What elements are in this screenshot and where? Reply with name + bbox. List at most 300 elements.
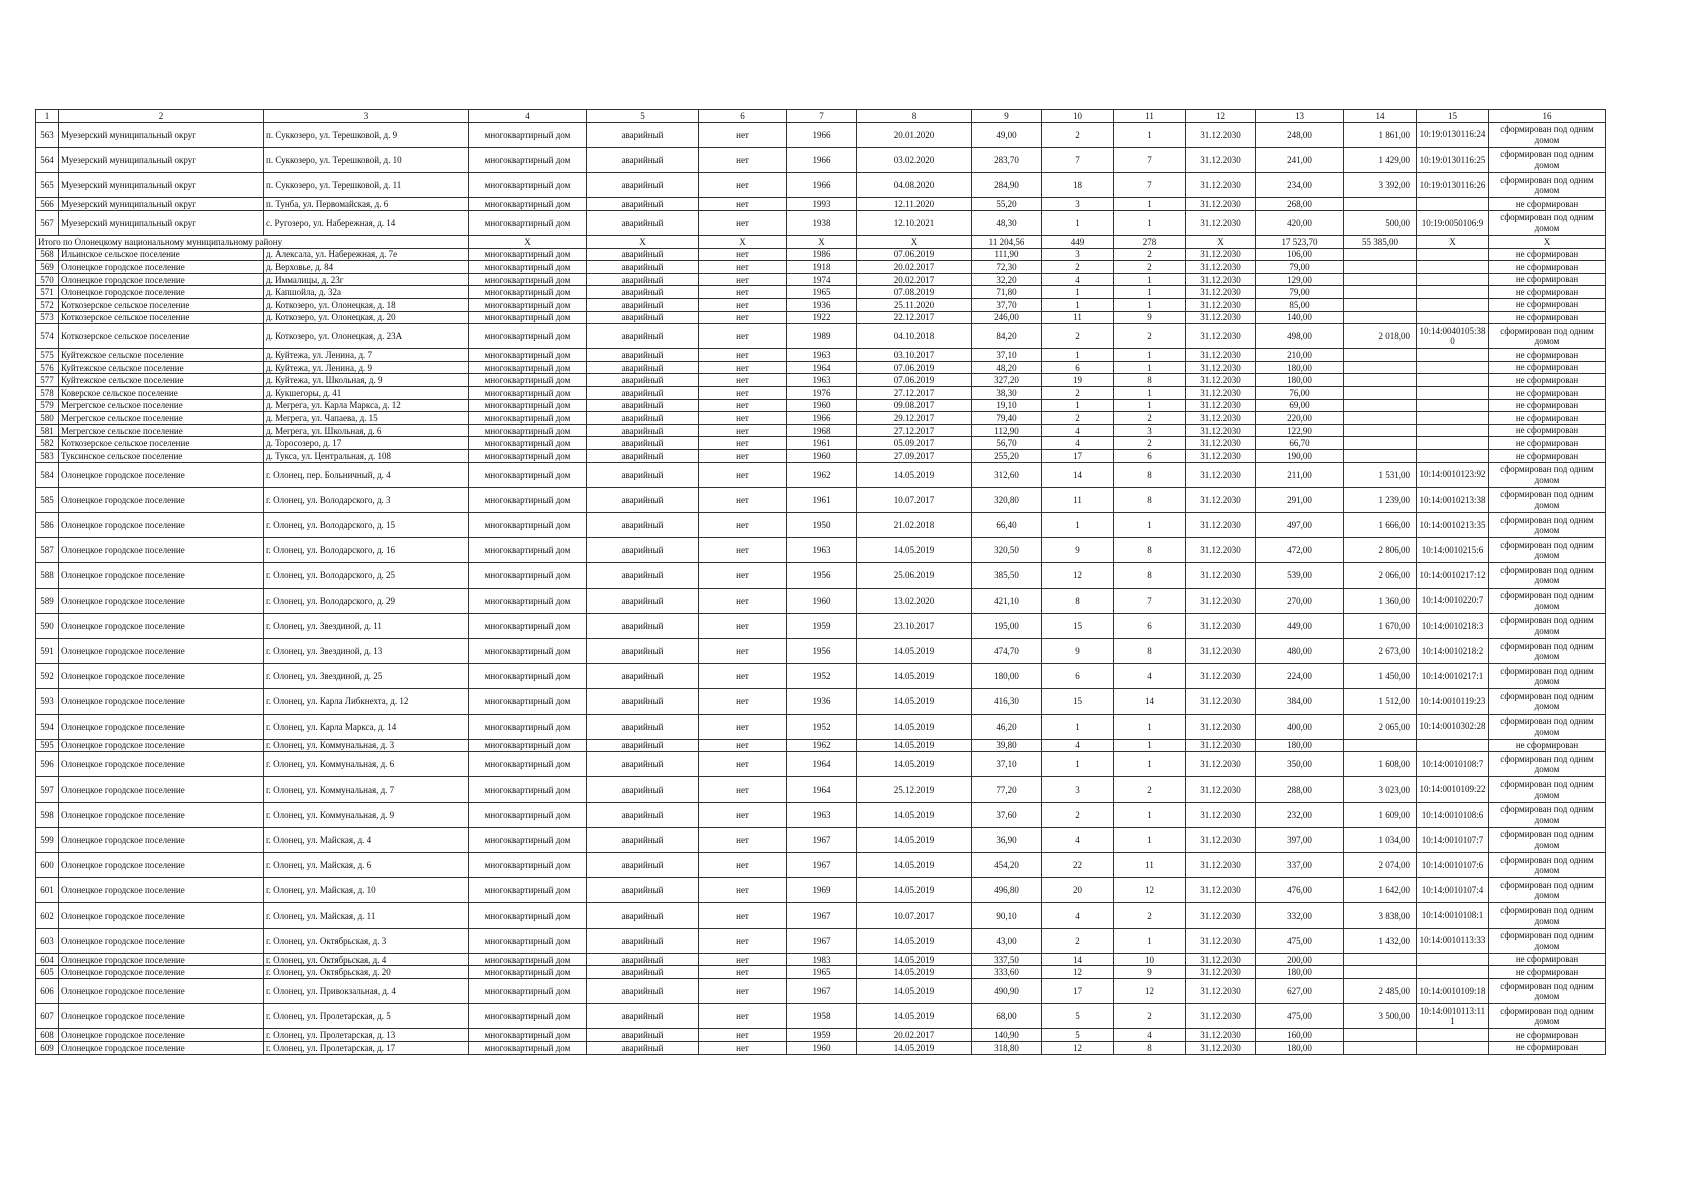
deadline-cell: 31.12.2030: [1186, 563, 1256, 588]
column-14-cell: [1344, 1041, 1417, 1054]
address-cell: г. Олонец, ул. Октябрьская, д. 3: [264, 928, 469, 953]
recognition-date-cell: 14.05.2019: [857, 928, 972, 953]
apartments-cell: 8: [1114, 374, 1186, 387]
area-cell: 55,20: [972, 198, 1042, 211]
condition-cell: аварийный: [587, 424, 699, 437]
land-plot-status-cell: не сформирован: [1489, 198, 1606, 211]
column-6-cell: нет: [699, 387, 787, 400]
recognition-date-cell: 25.06.2019: [857, 563, 972, 588]
year-built-cell: 1976: [787, 387, 857, 400]
row-number-cell: 587: [36, 538, 59, 563]
column-13-cell: 498,00: [1256, 324, 1344, 349]
column-14-cell: 1 450,00: [1344, 664, 1417, 689]
address-cell: д. Верховье, д. 84: [264, 261, 469, 274]
column-6-cell: нет: [699, 248, 787, 261]
cadastral-number-cell: 10:14:0010109:18: [1417, 978, 1489, 1003]
column-number-cell: 16: [1489, 110, 1606, 123]
column-14-cell: 1 512,00: [1344, 689, 1417, 714]
condition-cell: аварийный: [587, 122, 699, 147]
recognition-date-cell: X: [857, 235, 972, 248]
deadline-cell: 31.12.2030: [1186, 147, 1256, 172]
column-6-cell: нет: [699, 437, 787, 450]
cadastral-number-cell: 10:14:0010107:7: [1417, 827, 1489, 852]
condition-cell: аварийный: [587, 664, 699, 689]
building-type-cell: многоквартирный дом: [469, 513, 587, 538]
recognition-date-cell: 03.02.2020: [857, 147, 972, 172]
residents-cell: 11: [1042, 487, 1114, 512]
deadline-cell: 31.12.2030: [1186, 752, 1256, 777]
building-type-cell: многоквартирный дом: [469, 853, 587, 878]
cadastral-number-cell: [1417, 273, 1489, 286]
residents-cell: 3: [1042, 777, 1114, 802]
row-number-cell: 594: [36, 714, 59, 739]
column-14-cell: [1344, 412, 1417, 425]
table-row: [36, 122, 1606, 147]
column-6-cell: нет: [699, 450, 787, 463]
apartments-cell: 1: [1114, 802, 1186, 827]
land-plot-status-cell: сформирован под одним домом: [1489, 538, 1606, 563]
apartments-cell: 1: [1114, 286, 1186, 299]
year-built-cell: 1967: [787, 827, 857, 852]
apartments-cell: 7: [1114, 172, 1186, 197]
area-cell: 36,90: [972, 827, 1042, 852]
municipality-cell: Олонецкое городское поселение: [59, 739, 264, 752]
column-14-cell: 2 065,00: [1344, 714, 1417, 739]
deadline-cell: 31.12.2030: [1186, 588, 1256, 613]
apartments-cell: 8: [1114, 462, 1186, 487]
column-14-cell: 1 239,00: [1344, 487, 1417, 512]
municipality-cell: Муезерский муниципальный округ: [59, 210, 264, 235]
municipality-cell: Олонецкое городское поселение: [59, 878, 264, 903]
apartments-cell: 1: [1114, 210, 1186, 235]
recognition-date-cell: 14.05.2019: [857, 752, 972, 777]
recognition-date-cell: 25.11.2020: [857, 298, 972, 311]
column-6-cell: нет: [699, 739, 787, 752]
condition-cell: аварийный: [587, 953, 699, 966]
column-6-cell: нет: [699, 903, 787, 928]
deadline-cell: 31.12.2030: [1186, 878, 1256, 903]
land-plot-status-cell: не сформирован: [1489, 286, 1606, 299]
address-cell: г. Олонец, ул. Октябрьская, д. 20: [264, 966, 469, 979]
table-row: [36, 827, 1606, 852]
condition-cell: аварийный: [587, 298, 699, 311]
cadastral-number-cell: 10:14:0010213:38: [1417, 487, 1489, 512]
year-built-cell: 1922: [787, 311, 857, 324]
column-13-cell: 211,00: [1256, 462, 1344, 487]
address-cell: с. Ругозеро, ул. Набережная, д. 14: [264, 210, 469, 235]
building-type-cell: многоквартирный дом: [469, 387, 587, 400]
residents-cell: 12: [1042, 966, 1114, 979]
municipality-cell: Олонецкое городское поселение: [59, 487, 264, 512]
deadline-cell: 31.12.2030: [1186, 399, 1256, 412]
year-built-cell: 1960: [787, 450, 857, 463]
column-13-cell: 160,00: [1256, 1029, 1344, 1042]
area-cell: 37,10: [972, 752, 1042, 777]
area-cell: 79,40: [972, 412, 1042, 425]
residents-cell: 11: [1042, 311, 1114, 324]
deadline-cell: 31.12.2030: [1186, 487, 1256, 512]
deadline-cell: 31.12.2030: [1186, 1029, 1256, 1042]
column-number-cell: 10: [1042, 110, 1114, 123]
table-row: [36, 978, 1606, 1003]
recognition-date-cell: 14.05.2019: [857, 966, 972, 979]
apartments-cell: 12: [1114, 978, 1186, 1003]
condition-cell: аварийный: [587, 286, 699, 299]
area-cell: 111,90: [972, 248, 1042, 261]
condition-cell: аварийный: [587, 978, 699, 1003]
apartments-cell: 1: [1114, 752, 1186, 777]
building-type-cell: многоквартирный дом: [469, 450, 587, 463]
table-row: [36, 777, 1606, 802]
building-type-cell: многоквартирный дом: [469, 324, 587, 349]
table-row: [36, 374, 1606, 387]
municipality-cell: Ильинское сельское поселение: [59, 248, 264, 261]
row-number-cell: 564: [36, 147, 59, 172]
deadline-cell: 31.12.2030: [1186, 349, 1256, 362]
cadastral-number-cell: 10:14:0010107:6: [1417, 853, 1489, 878]
address-cell: г. Олонец, ул. Звездиной, д. 13: [264, 638, 469, 663]
deadline-cell: 31.12.2030: [1186, 928, 1256, 953]
municipality-cell: Олонецкое городское поселение: [59, 563, 264, 588]
condition-cell: аварийный: [587, 374, 699, 387]
building-type-cell: многоквартирный дом: [469, 462, 587, 487]
building-type-cell: многоквартирный дом: [469, 978, 587, 1003]
land-plot-status-cell: сформирован под одним домом: [1489, 978, 1606, 1003]
cadastral-number-cell: 10:14:0010113:33: [1417, 928, 1489, 953]
residents-cell: 19: [1042, 374, 1114, 387]
column-6-cell: нет: [699, 147, 787, 172]
residents-cell: 14: [1042, 462, 1114, 487]
address-cell: д. Торосозеро, д. 17: [264, 437, 469, 450]
column-6-cell: нет: [699, 462, 787, 487]
cadastral-number-cell: 10:19:0130116:26: [1417, 172, 1489, 197]
apartments-cell: 4: [1114, 1029, 1186, 1042]
apartments-cell: 8: [1114, 563, 1186, 588]
land-plot-status-cell: не сформирован: [1489, 349, 1606, 362]
cadastral-number-cell: 10:14:0010123:92: [1417, 462, 1489, 487]
cadastral-number-cell: 10:14:0010108:1: [1417, 903, 1489, 928]
row-number-cell: 579: [36, 399, 59, 412]
land-plot-status-cell: сформирован под одним домом: [1489, 664, 1606, 689]
building-type-cell: многоквартирный дом: [469, 374, 587, 387]
table-row: [36, 878, 1606, 903]
address-cell: г. Олонец, ул. Карла Маркса, д. 14: [264, 714, 469, 739]
table-row: [36, 588, 1606, 613]
residents-cell: 1: [1042, 752, 1114, 777]
column-13-cell: 76,00: [1256, 387, 1344, 400]
municipality-cell: Олонецкое городское поселение: [59, 462, 264, 487]
total-label-cell: Итого по Олонецкому национальному муниципальному району: [36, 235, 469, 248]
building-type-cell: многоквартирный дом: [469, 298, 587, 311]
recognition-date-cell: 14.05.2019: [857, 878, 972, 903]
table-row: [36, 563, 1606, 588]
cadastral-number-cell: [1417, 261, 1489, 274]
column-number-cell: 15: [1417, 110, 1489, 123]
column-6-cell: нет: [699, 122, 787, 147]
column-13-cell: 400,00: [1256, 714, 1344, 739]
table-row: [36, 802, 1606, 827]
column-number-cell: 6: [699, 110, 787, 123]
column-6-cell: нет: [699, 324, 787, 349]
apartments-cell: 2: [1114, 261, 1186, 274]
row-number-cell: 569: [36, 261, 59, 274]
municipality-cell: Муезерский муниципальный округ: [59, 147, 264, 172]
residents-cell: 2: [1042, 412, 1114, 425]
municipality-cell: Олонецкое городское поселение: [59, 802, 264, 827]
area-cell: 39,80: [972, 739, 1042, 752]
deadline-cell: 31.12.2030: [1186, 361, 1256, 374]
year-built-cell: 1983: [787, 953, 857, 966]
year-built-cell: 1963: [787, 349, 857, 362]
row-number-cell: 589: [36, 588, 59, 613]
column-6-cell: нет: [699, 853, 787, 878]
address-cell: г. Олонец, ул. Володарского, д. 29: [264, 588, 469, 613]
municipality-cell: Мегрегское сельское поселение: [59, 412, 264, 425]
deadline-cell: 31.12.2030: [1186, 374, 1256, 387]
residents-cell: 4: [1042, 739, 1114, 752]
row-number-cell: 598: [36, 802, 59, 827]
table-row: [36, 286, 1606, 299]
cadastral-number-cell: 10:14:0040105:380: [1417, 324, 1489, 349]
residents-cell: 6: [1042, 361, 1114, 374]
column-13-cell: 220,00: [1256, 412, 1344, 425]
column-6-cell: нет: [699, 424, 787, 437]
column-13-cell: 268,00: [1256, 198, 1344, 211]
column-13-cell: 449,00: [1256, 613, 1344, 638]
table-row: [36, 739, 1606, 752]
recognition-date-cell: 14.05.2019: [857, 1004, 972, 1029]
municipality-cell: Олонецкое городское поселение: [59, 538, 264, 563]
recognition-date-cell: 25.12.2019: [857, 777, 972, 802]
land-plot-status-cell: сформирован под одним домом: [1489, 172, 1606, 197]
apartments-cell: 4: [1114, 664, 1186, 689]
apartments-cell: 1: [1114, 349, 1186, 362]
land-plot-status-cell: сформирован под одним домом: [1489, 928, 1606, 953]
area-cell: 284,90: [972, 172, 1042, 197]
column-6-cell: нет: [699, 286, 787, 299]
land-plot-status-cell: сформирован под одним домом: [1489, 714, 1606, 739]
residents-cell: 14: [1042, 953, 1114, 966]
address-cell: г. Олонец, ул. Коммунальная, д. 7: [264, 777, 469, 802]
column-6-cell: нет: [699, 563, 787, 588]
column-14-cell: [1344, 248, 1417, 261]
address-cell: д. Мегрега, ул. Школьная, д. 6: [264, 424, 469, 437]
land-plot-status-cell: не сформирован: [1489, 437, 1606, 450]
recognition-date-cell: 07.08.2019: [857, 286, 972, 299]
building-type-cell: X: [469, 235, 587, 248]
area-cell: 46,20: [972, 714, 1042, 739]
deadline-cell: 31.12.2030: [1186, 286, 1256, 299]
area-cell: 19,10: [972, 399, 1042, 412]
deadline-cell: 31.12.2030: [1186, 978, 1256, 1003]
apartments-cell: 7: [1114, 588, 1186, 613]
recognition-date-cell: 04.08.2020: [857, 172, 972, 197]
building-type-cell: многоквартирный дом: [469, 714, 587, 739]
cadastral-number-cell: X: [1417, 235, 1489, 248]
column-14-cell: 3 023,00: [1344, 777, 1417, 802]
deadline-cell: 31.12.2030: [1186, 210, 1256, 235]
table-row: [36, 903, 1606, 928]
housing-register-table: [35, 109, 1606, 1055]
area-cell: 38,30: [972, 387, 1042, 400]
residents-cell: 1: [1042, 298, 1114, 311]
column-13-cell: 210,00: [1256, 349, 1344, 362]
condition-cell: аварийный: [587, 273, 699, 286]
column-14-cell: 3 838,00: [1344, 903, 1417, 928]
year-built-cell: 1969: [787, 878, 857, 903]
residents-cell: 22: [1042, 853, 1114, 878]
column-13-cell: 17 523,70: [1256, 235, 1344, 248]
column-14-cell: 1 608,00: [1344, 752, 1417, 777]
land-plot-status-cell: сформирован под одним домом: [1489, 689, 1606, 714]
column-13-cell: 475,00: [1256, 1004, 1344, 1029]
condition-cell: аварийный: [587, 513, 699, 538]
land-plot-status-cell: сформирован под одним домом: [1489, 563, 1606, 588]
column-14-cell: 3 392,00: [1344, 172, 1417, 197]
column-13-cell: 106,00: [1256, 248, 1344, 261]
column-14-cell: [1344, 953, 1417, 966]
municipality-cell: Мегрегское сельское поселение: [59, 399, 264, 412]
deadline-cell: 31.12.2030: [1186, 462, 1256, 487]
year-built-cell: 1960: [787, 588, 857, 613]
condition-cell: X: [587, 235, 699, 248]
apartments-cell: 1: [1114, 827, 1186, 852]
column-13-cell: 66,70: [1256, 437, 1344, 450]
condition-cell: аварийный: [587, 1041, 699, 1054]
row-number-cell: 584: [36, 462, 59, 487]
building-type-cell: многоквартирный дом: [469, 399, 587, 412]
deadline-cell: 31.12.2030: [1186, 664, 1256, 689]
column-6-cell: нет: [699, 752, 787, 777]
area-cell: 490,90: [972, 978, 1042, 1003]
year-built-cell: 1965: [787, 966, 857, 979]
land-plot-status-cell: не сформирован: [1489, 298, 1606, 311]
column-14-cell: 1 642,00: [1344, 878, 1417, 903]
address-cell: п. Суккозеро, ул. Терешковой, д. 9: [264, 122, 469, 147]
building-type-cell: многоквартирный дом: [469, 412, 587, 425]
apartments-cell: 1: [1114, 298, 1186, 311]
municipality-cell: Туксинское сельское поселение: [59, 450, 264, 463]
row-number-cell: 604: [36, 953, 59, 966]
building-type-cell: многоквартирный дом: [469, 349, 587, 362]
deadline-cell: 31.12.2030: [1186, 638, 1256, 663]
building-type-cell: многоквартирный дом: [469, 261, 587, 274]
apartments-cell: 10: [1114, 953, 1186, 966]
cadastral-number-cell: 10:14:0010302:28: [1417, 714, 1489, 739]
cadastral-number-cell: 10:19:0050106:9: [1417, 210, 1489, 235]
column-13-cell: 480,00: [1256, 638, 1344, 663]
building-type-cell: многоквартирный дом: [469, 664, 587, 689]
year-built-cell: 1967: [787, 903, 857, 928]
year-built-cell: 1962: [787, 462, 857, 487]
column-13-cell: 129,00: [1256, 273, 1344, 286]
land-plot-status-cell: сформирован под одним домом: [1489, 513, 1606, 538]
municipality-cell: Олонецкое городское поселение: [59, 273, 264, 286]
address-cell: г. Олонец, ул. Карла Либкнехта, д. 12: [264, 689, 469, 714]
table-row: [36, 462, 1606, 487]
municipality-cell: Коткозерское сельское поселение: [59, 298, 264, 311]
land-plot-status-cell: не сформирован: [1489, 374, 1606, 387]
deadline-cell: 31.12.2030: [1186, 903, 1256, 928]
building-type-cell: многоквартирный дом: [469, 147, 587, 172]
address-cell: д. Куйтежа, ул. Ленина, д. 9: [264, 361, 469, 374]
address-cell: г. Олонец, ул. Звездиной, д. 25: [264, 664, 469, 689]
row-number-cell: 577: [36, 374, 59, 387]
condition-cell: аварийный: [587, 928, 699, 953]
residents-cell: 2: [1042, 122, 1114, 147]
recognition-date-cell: 14.05.2019: [857, 714, 972, 739]
row-number-cell: 595: [36, 739, 59, 752]
condition-cell: аварийный: [587, 853, 699, 878]
deadline-cell: 31.12.2030: [1186, 1004, 1256, 1029]
municipality-cell: Олонецкое городское поселение: [59, 588, 264, 613]
land-plot-status-cell: не сформирован: [1489, 450, 1606, 463]
year-built-cell: 1986: [787, 248, 857, 261]
area-cell: 496,80: [972, 878, 1042, 903]
address-cell: д. Мегрега, ул. Чапаева, д. 15: [264, 412, 469, 425]
cadastral-number-cell: 10:19:0130116:25: [1417, 147, 1489, 172]
cadastral-number-cell: [1417, 966, 1489, 979]
column-13-cell: 69,00: [1256, 399, 1344, 412]
column-14-cell: 1 432,00: [1344, 928, 1417, 953]
deadline-cell: 31.12.2030: [1186, 298, 1256, 311]
column-13-cell: 180,00: [1256, 374, 1344, 387]
row-number-cell: 565: [36, 172, 59, 197]
building-type-cell: многоквартирный дом: [469, 1004, 587, 1029]
area-cell: 32,20: [972, 273, 1042, 286]
year-built-cell: 1956: [787, 563, 857, 588]
column-number-cell: 11: [1114, 110, 1186, 123]
column-13-cell: 476,00: [1256, 878, 1344, 903]
residents-cell: 2: [1042, 802, 1114, 827]
building-type-cell: многоквартирный дом: [469, 311, 587, 324]
column-14-cell: [1344, 273, 1417, 286]
table-row: [36, 324, 1606, 349]
condition-cell: аварийный: [587, 588, 699, 613]
table-row: [36, 853, 1606, 878]
recognition-date-cell: 14.05.2019: [857, 802, 972, 827]
column-6-cell: нет: [699, 374, 787, 387]
cadastral-number-cell: 10:14:0010113:111: [1417, 1004, 1489, 1029]
year-built-cell: 1952: [787, 664, 857, 689]
deadline-cell: 31.12.2030: [1186, 122, 1256, 147]
row-number-cell: 603: [36, 928, 59, 953]
area-cell: 474,70: [972, 638, 1042, 663]
year-built-cell: 1959: [787, 613, 857, 638]
residents-cell: 4: [1042, 424, 1114, 437]
area-cell: 385,50: [972, 563, 1042, 588]
column-14-cell: [1344, 198, 1417, 211]
column-6-cell: нет: [699, 966, 787, 979]
cadastral-number-cell: [1417, 374, 1489, 387]
column-number-cell: 12: [1186, 110, 1256, 123]
column-number-cell: 7: [787, 110, 857, 123]
deadline-cell: X: [1186, 235, 1256, 248]
apartments-cell: 6: [1114, 613, 1186, 638]
recognition-date-cell: 20.02.2017: [857, 1029, 972, 1042]
year-built-cell: 1952: [787, 714, 857, 739]
column-13-cell: 180,00: [1256, 1041, 1344, 1054]
column-14-cell: [1344, 361, 1417, 374]
year-built-cell: 1966: [787, 147, 857, 172]
area-cell: 320,50: [972, 538, 1042, 563]
condition-cell: аварийный: [587, 487, 699, 512]
area-cell: 327,20: [972, 374, 1042, 387]
table-row: [36, 487, 1606, 512]
row-number-cell: 599: [36, 827, 59, 852]
area-cell: 320,80: [972, 487, 1042, 512]
year-built-cell: 1963: [787, 802, 857, 827]
